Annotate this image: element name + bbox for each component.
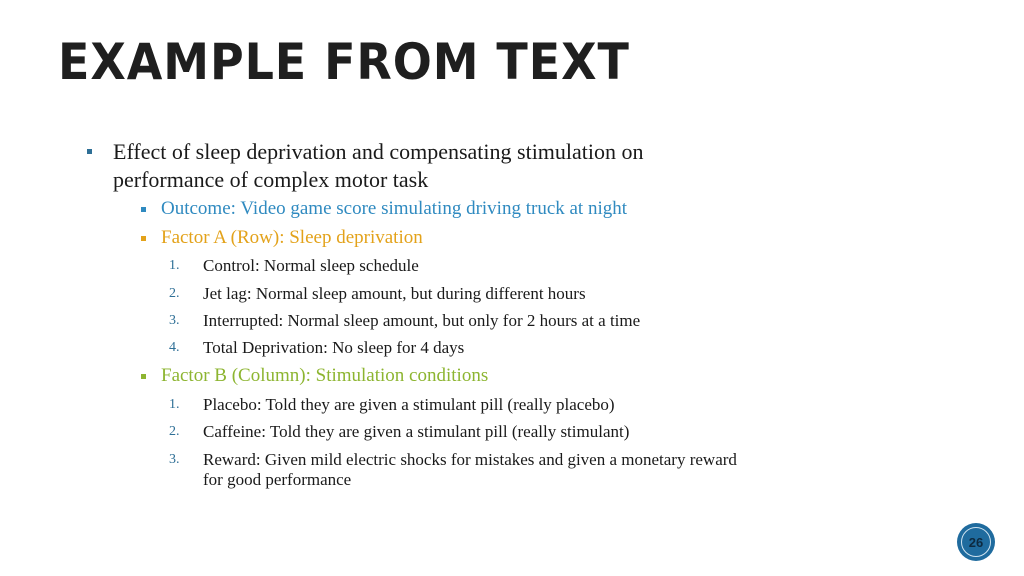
bullet-square-icon	[141, 207, 146, 212]
slide-title: EXAMPLE FROM TEXT	[58, 33, 630, 91]
page-number: 26	[961, 527, 991, 557]
list-number: 2.	[169, 286, 180, 301]
list-number: 1.	[169, 258, 180, 273]
factor-b-item-continuation: for good performance	[203, 470, 352, 489]
factor-b-item: Placebo: Told they are given a stimulant pill (really placebo)	[203, 395, 615, 414]
list-number: 4.	[169, 340, 180, 355]
factor-b-item: Caffeine: Told they are given a stimulant pill (really stimulant)	[203, 422, 630, 441]
factor-a-item: Control: Normal sleep schedule	[203, 256, 419, 275]
bullet-square-icon	[87, 149, 92, 154]
list-number: 1.	[169, 397, 180, 412]
bullet-square-icon	[141, 374, 146, 379]
factor-a-bullet: Factor A (Row): Sleep deprivation	[161, 227, 423, 248]
page-number-badge	[957, 523, 995, 561]
factor-b-bullet: Factor B (Column): Stimulation conditions	[161, 365, 489, 386]
factor-a-item: Interrupted: Normal sleep amount, but only for 2 hours at a time	[203, 311, 641, 330]
factor-a-item: Jet lag: Normal sleep amount, but during different hours	[203, 284, 586, 303]
list-number: 3.	[169, 452, 180, 467]
list-number: 3.	[169, 313, 180, 328]
factor-b-item: Reward: Given mild electric shocks for mistakes and given a monetary reward	[203, 450, 737, 469]
main-bullet-line-2: performance of complex motor task	[113, 167, 429, 192]
bullet-square-icon	[141, 236, 146, 241]
main-bullet-line-1: Effect of sleep deprivation and compensating stimulation on	[113, 139, 644, 164]
factor-a-item: Total Deprivation: No sleep for 4 days	[203, 338, 465, 357]
list-number: 2.	[169, 424, 180, 439]
outcome-bullet: Outcome: Video game score simulating driving truck at night	[161, 198, 628, 219]
